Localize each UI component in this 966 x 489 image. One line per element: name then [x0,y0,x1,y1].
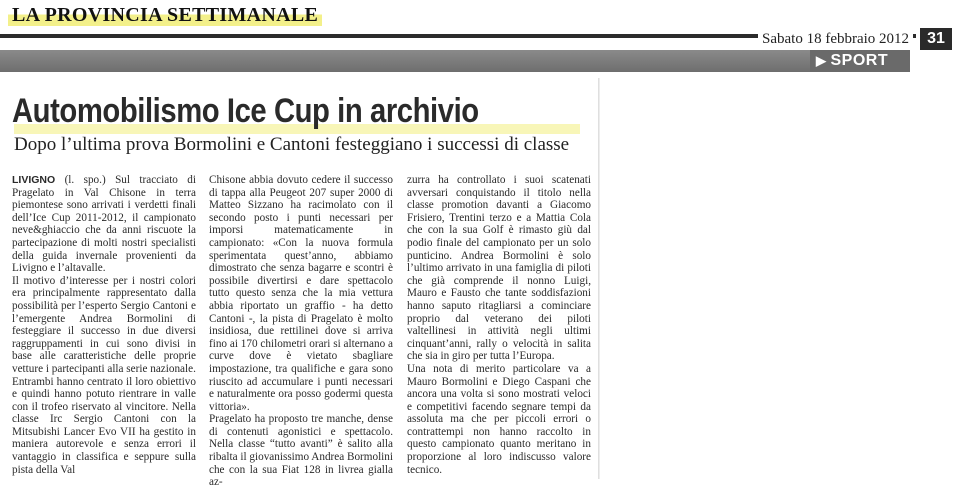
paragraph: Il motivo d’interesse per i nostri colori era principalmente rappresentato dalla possibilità per l’esperto Sergio Cantoni e l’emergente Andrea Bormolini di festeggiare il successo in due diversi raggruppamenti in cui sono divisi in base alle caratteristiche delle proprie vetture i partecipanti alla serie nazionale. [12,274,196,375]
clipping-edge [598,78,600,479]
masthead [0,0,966,47]
paragraph: Una nota di merito particolare va a Mauro Bormolini e Diego Caspani che ancora una volta si sono mostrati veloci e competitivi facendo segnare tempi da assoluta ma che per piccoli errori o contrattempi non hanno raccolto in questo campionato quanto meritano in proporzione al loro indiscusso valore tecnico. [407,362,591,476]
newspaper-title: LA PROVINCIA SETTIMANALE [8,4,322,27]
section-name: SPORT [830,52,889,69]
paragraph: Pragelato ha proposto tre manche, dense di contenuti agonistici e spettacolo. Nella classe “tutto avanti” è salito alla ribalta il giovanissimo Andrea Bormolini che con la sua Fiat 128 in livrea gialla az- [209,413,393,489]
column-1 [12,174,196,476]
column-2 [209,174,393,489]
paragraph: Entrambi hanno centrato il loro obiettivo e quindi hanno potuto rientrare in valle con il trofeo riservato al vincitore. Nella classe Irc Sergio Cantoni con la Mitsubishi Lancer Evo VII ha gestito in maniera autorevole e senza errori il vantaggio in classifica e seppure sulla pista della Val [12,375,196,476]
section-label [810,50,910,72]
subheadline: Dopo l’ultima prova Bormolini e Cantoni festeggiano i successi di classe [14,134,570,155]
dateline: LIVIGNO [12,174,56,186]
play-arrow-icon: ▶ [816,53,827,68]
column-3 [407,174,591,476]
issue-date: Sabato 18 febbraio 2012 [758,31,913,48]
paragraph: Chisone abbia dovuto cedere il successo di tappa alla Peugeot 207 super 2000 di Matteo Sizzano ha racimolato con il secondo posto i punti necessari per imporsi matematicamente in campionato: «Con la nuova formula sperimentata quest’anno, abbiamo dimostrato che senza bagarre e scontri è possibile divertirsi e dare spettacolo tutto questo senza che la mia vettura abbia riportato un graffio - ha detto Cantoni -, la pista di Pragelato è molto insidiosa, due rettilinei dove si arriva fino ai 170 chilometri orari si alternano a curve dove è vietato sbagliare impostazione, tra qualifiche e gara sono riuscito ad accumulare i punti necessari e naturalmente ora posso godermi questa vittoria». [209,174,393,413]
page-number: 31 [920,28,952,50]
article-body [12,174,598,489]
article [0,78,600,489]
paragraph: LIVIGNO (l. spo.) Sul tracciato di Pragelato in Val Chisone in terra piemontese sono arrivati i verdetti finali dell’Ice Cup 2011-2012, il campionato neve&ghiaccio che da anni riscuote la partecipazione di molti nostri specialisti della guida invernale provenienti da Livigno e l’altavalle. [12,174,197,275]
byline: (l. spo.) [64,174,106,186]
headline: Automobilismo Ice Cup in archivio [12,92,479,130]
paragraph: zurra ha controllato i suoi scatenati avversari conquistando il titolo nella classe promotion davanti a Giacomo Frisiero, Trentini terzo e a Mattia Cola che con la sua Golf è rimasto giù dal podio finale del campionato per un solo punticino. Andrea Bormolini è solo l’ultimo arrivato in una famiglia di piloti che già comprende il nonno Luigi, Mauro e Fausto che tante soddisfazioni hanno saputo ritagliarsi a cominciare proprio dal veterano dei piloti valtellinesi in attività negli ultimi cinquant’anni, rally o velocità in salita che sia in giro per tutta l’Europa. [407,174,591,363]
section-bar [0,50,910,72]
